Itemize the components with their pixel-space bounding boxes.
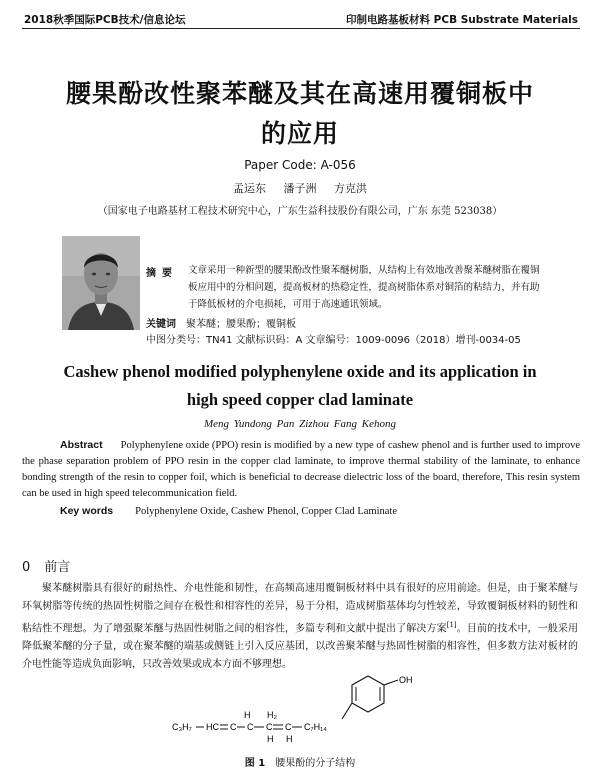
figure-caption [0,754,600,769]
h-label-top: H [244,710,251,720]
section-number: 0 [22,560,31,575]
c-label-4: C [285,722,292,732]
figure-label: 图 1 [244,758,266,769]
title-en-line1: Cashew phenol modified polyphenylene oxide and its application in [63,362,537,381]
paper-code: Paper Code: A-056 [244,158,356,172]
hydroxyl-label: OH [399,675,413,685]
section-heading [22,556,70,575]
c-label-3: C [266,722,273,732]
c-label-1: C [230,722,237,732]
header-rule [22,28,580,29]
keywords-cn-label: 关键词 [146,319,176,330]
title-cn-line1: 腰果酚改性聚苯醚及其在高速用覆铜板中 [65,79,534,108]
affiliation-cn: （国家电子电路基材工程技术研究中心，广东生益科技股份有限公司，广东 东莞 523038） [97,206,503,217]
classification-cn: 中图分类号：TN41 文献标识码：A 文章编号：1009-0096（2018）增刊-0034-05 [146,335,521,346]
oh-bond [384,680,398,685]
figure-caption-text: 腰果酚的分子结构 [275,758,356,769]
c3h7-label: C₃H₇ [172,722,192,732]
running-header [0,0,600,30]
keywords-en [60,505,397,517]
authors-en: Meng Yundong Pan Zizhou Fang Kehong [203,418,396,430]
c7h14-label: C₇H₁₄ [304,722,327,732]
author-photo-illustration [62,236,140,330]
authors-cn: 孟运东 潘子洲 方克洪 [233,182,367,195]
body-text-part2: 。目前的技术中，一般采用降低聚苯醚的分子量，或在聚苯醚的端基或侧链上引入反应基团，以改善聚苯醚与热固性树脂的相容性，但多数方法对板材的介电性能等造成负面影响，只改善效果或成本方面不够理想。 [22,623,579,671]
molecule-diagram [170,672,430,752]
figure-cashew-phenol-structure [170,672,430,752]
title-en-line2: high speed copper clad laminate [186,390,414,409]
h2-label-top: H₂ [267,710,277,720]
abstract-en-label: Abstract [60,439,103,451]
abstract-cn-label: 摘要 [146,268,178,279]
abstract-en [22,437,580,502]
keywords-en-text: Polyphenylene Oxide, Cashew Phenol, Copper Clad Laminate [135,506,397,517]
reference-marker: [1] [446,621,457,629]
abstract-en-text: Polyphenylene oxide (PPO) resin is modified by a new type of cashew phenol and is further used to improve the phase separation problem of PPO resin in the copper clad laminate, to improve thermal stability of the laminate, to enhance bonding strength of the resin to copper foil, which is beneficial to decrease dielectric loss of the board, therefore, This resin system can be used in high speed telecommunication field. [22,440,580,499]
keywords-cn-text: 聚苯醚；腰果酚；覆铜板 [186,319,296,330]
c-label-2: C [247,722,254,732]
section-title: 前言 [44,560,71,575]
title-cn-line2: 的应用 [260,119,339,148]
h-label-bottom-1: H [267,734,274,744]
abstract-cn-text: 文章采用一种新型的腰果酚改性聚苯醚树脂，从结构上有效地改善聚苯醚树脂在覆铜板应用中的分相问题，提高板材的热稳定性，提高树脂体系对铜箔的粘结力，并有助于降低板材的介电损耗，可用于高速通讯领域。 [188,265,540,310]
chain-ring-bond [342,703,352,719]
header-left: 2018秋季国际PCB技术/信息论坛 [24,14,186,26]
header-right: 印制电路基板材料 PCB Substrate Materials [346,14,578,26]
hc-label: HC [206,722,219,732]
keywords-en-label: Key words [60,505,114,517]
body-paragraph [22,580,578,674]
keywords-cn [146,315,296,330]
benzene-ring [352,676,384,712]
h-label-bottom-2: H [286,734,293,744]
body-text-part1: 聚苯醚树脂具有很好的耐热性、介电性能和韧性，在高频高速用覆铜板材料中具有很好的应用前途。但是，由于聚苯醚与环氧树脂等传统的热固性树脂之间存在极性和相容性的差异，易于分相，造成树脂基体均匀性较差，导致覆铜板材料的韧性和粘结性不理想。为了增强聚苯醚与热固性树脂之间的相容性，多篇专利和文献中提出了解决方案 [22,583,578,635]
author-photo [62,236,140,330]
